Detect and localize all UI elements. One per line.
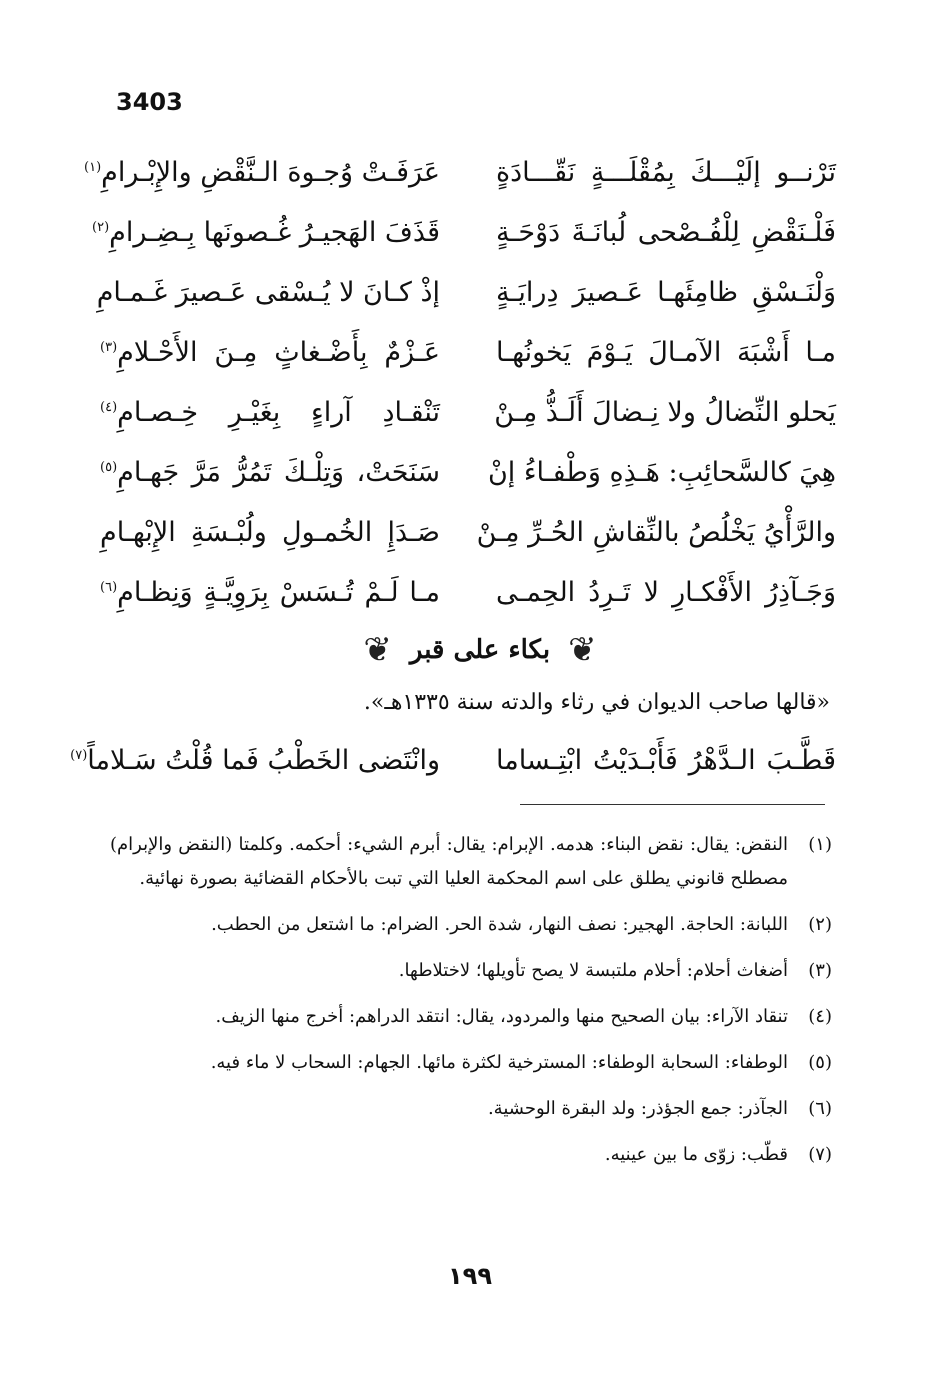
footnote-marker: (٢) — [92, 219, 110, 235]
verse-second-hemistich: تَنْقـادِ آراءٍ بِغَيْـرِ خِـصـامِ$^{(٤)}$ — [100, 396, 440, 428]
footnote-marker: (٤) — [100, 399, 118, 415]
footnotes — [110, 828, 832, 1184]
verse-second-hemistich: مـا لَـمْ تُـسَسْ بِرَوِيَّـةٍ وَنِظـامِ$^{(٦)}$ — [100, 576, 440, 608]
footnote-number: (٧) — [808, 1144, 832, 1165]
verse-first-hemistich: فَلْـنَقْضِ لِلْفُـصْحى لُبانَـةَ دَوْحَـةٍ — [496, 216, 836, 248]
footnote-text: اللبانة: الحاجة. الهجير: نصف النهار، شدة الحر. الضرام: ما اشتعل من الحطب. — [211, 914, 788, 935]
footnote — [110, 1000, 832, 1034]
footnote-marker: (٥) — [100, 459, 118, 475]
ornament-icon: ❦ — [363, 630, 392, 670]
verse-first-hemistich: هِيَ كالسَّحائِبِ: هَـذِهِ وَطْفـاءُ إنْ — [487, 456, 836, 488]
verse-first-hemistich: والرَّأْيُ يَخْلُصُ بالنِّقاشِ الحُـرِّ مِـنْ — [476, 516, 836, 548]
footnote-text: النقض: يقال: نقض البناء: هدمه. الإبرام: يقال: أبرم الشيء: أحكمه. وكلمتا (النقض والإبرام) مصطلح قانوني يطلق على اسم المحكمة العليا التي تبت بالأحكام القضائية بصورة نهائية. — [110, 834, 788, 889]
footnote-marker: (٧) — [70, 747, 88, 763]
footnote-number: (٦) — [808, 1098, 832, 1119]
footnote-text: قطّب: زوّى ما بين عينيه. — [604, 1144, 788, 1165]
footnote-number: (٥) — [808, 1052, 832, 1073]
footnote-marker: (٦) — [100, 579, 118, 595]
verse-second-hemistich: عَـزْمٌ بِأَضْـغاثٍ مِـنَ الأَحْـلامِ$^{(٣)}$ — [100, 336, 440, 368]
verse — [96, 262, 836, 322]
footnote-text: الجآذر: جمع الجؤذر: ولد البقرة الوحشية. — [487, 1098, 788, 1119]
verse — [70, 735, 836, 785]
verse-first-hemistich: وَجَـآذِرُ الأَفْكـارِ لا تَـرِدُ الحِمـى — [496, 576, 836, 608]
footnote-number: (٢) — [808, 914, 832, 935]
footnote-marker: (١) — [84, 159, 102, 175]
footnote-marker: (٣) — [100, 339, 118, 355]
ornament-icon: ❦ — [568, 630, 597, 670]
verse — [92, 202, 836, 262]
verse-second-hemistich: سَنَحَتْ، وَتِلْـكَ تَمُرُّ مَرَّ جَهـامِ$^{(٥)}$ — [100, 456, 440, 488]
page-number: ١٩٩ — [448, 1262, 492, 1290]
section-title: بكاء على قبر — [409, 635, 551, 665]
footnote-divider — [520, 804, 825, 805]
footnote — [110, 1092, 832, 1126]
poem-verses — [84, 142, 836, 622]
footnote — [110, 1138, 832, 1172]
page-id: 3403 — [116, 88, 183, 116]
verse-second-hemistich: وانْتَضى الخَطْبُ فَما قُلْتُ سَـلاماً$^{(٧)}$ — [70, 744, 440, 776]
verse-second-hemistich: إذْ كـانَ لا يُـسْقى عَـصيرَ غَـمـامِ — [96, 276, 440, 308]
verse-first-hemistich: وَلْنَـسْقِ ظامِئَهـا عَـصيرَ دِرايَـةٍ — [496, 276, 836, 308]
verse — [100, 322, 836, 382]
footnote-text: أضغاث أحلام: أحلام ملتبسة لا يصح تأويلها؛ لاختلاطها. — [398, 960, 788, 981]
footnote — [110, 1046, 832, 1080]
verse-second-hemistich: عَرَفَـتْ وُجـوهَ الـنَّقْضِ والإِبْـرامِ$^{(١)}$ — [84, 156, 440, 188]
verse-first-hemistich: تَرْنــو إلَيْـــكَ بِمُقْلَـــةٍ نَقّـــادَةٍ — [496, 156, 836, 188]
verse-second-hemistich: قَذَفَ الهَجيـرُ غُـصونَها بِـضِـرامِ$^{(٢)}$ — [92, 216, 440, 248]
footnote-number: (٤) — [808, 1006, 832, 1027]
verse — [100, 442, 836, 502]
footnote — [110, 954, 832, 988]
footnote-text: الوطفاء: السحابة الوطفاء: المسترخية لكثرة مائها. الجهام: السحاب لا ماء فيه. — [210, 1052, 788, 1073]
verse — [84, 142, 836, 202]
footnote — [110, 828, 832, 896]
verse — [100, 502, 836, 562]
verse-first-hemistich: مـا أَشْبَهَ الآمـالَ يَـوْمَ يَخونُهـا — [496, 336, 836, 368]
footnote-number: (١) — [808, 834, 832, 855]
footnote-number: (٣) — [808, 960, 832, 981]
verse-first-hemistich: قَطَّـبَ الـدَّهْرُ فَأَبْـدَيْتُ ابْتِـساما — [496, 744, 836, 776]
verse — [100, 562, 836, 622]
poem-intro: «قالها صاحب الديوان في رثاء والدته سنة ١٣٣٥هـ». — [363, 690, 830, 715]
footnote-text: تنقاد الآراء: بيان الصحيح منها والمردود، يقال: انتقد الدراهم: أخرج منها الزيف. — [215, 1006, 788, 1027]
footnote — [110, 908, 832, 942]
section-heading — [300, 620, 660, 680]
verse — [100, 382, 836, 442]
verse-second-hemistich: صَـدَإِ الخُمـولِ ولُبْـسَةِ الإِبْهـامِ — [100, 516, 440, 548]
verse-first-hemistich: يَحلو النِّضالُ ولا نِـضالَ أَلَـذُّ مِـنْ — [494, 396, 836, 428]
